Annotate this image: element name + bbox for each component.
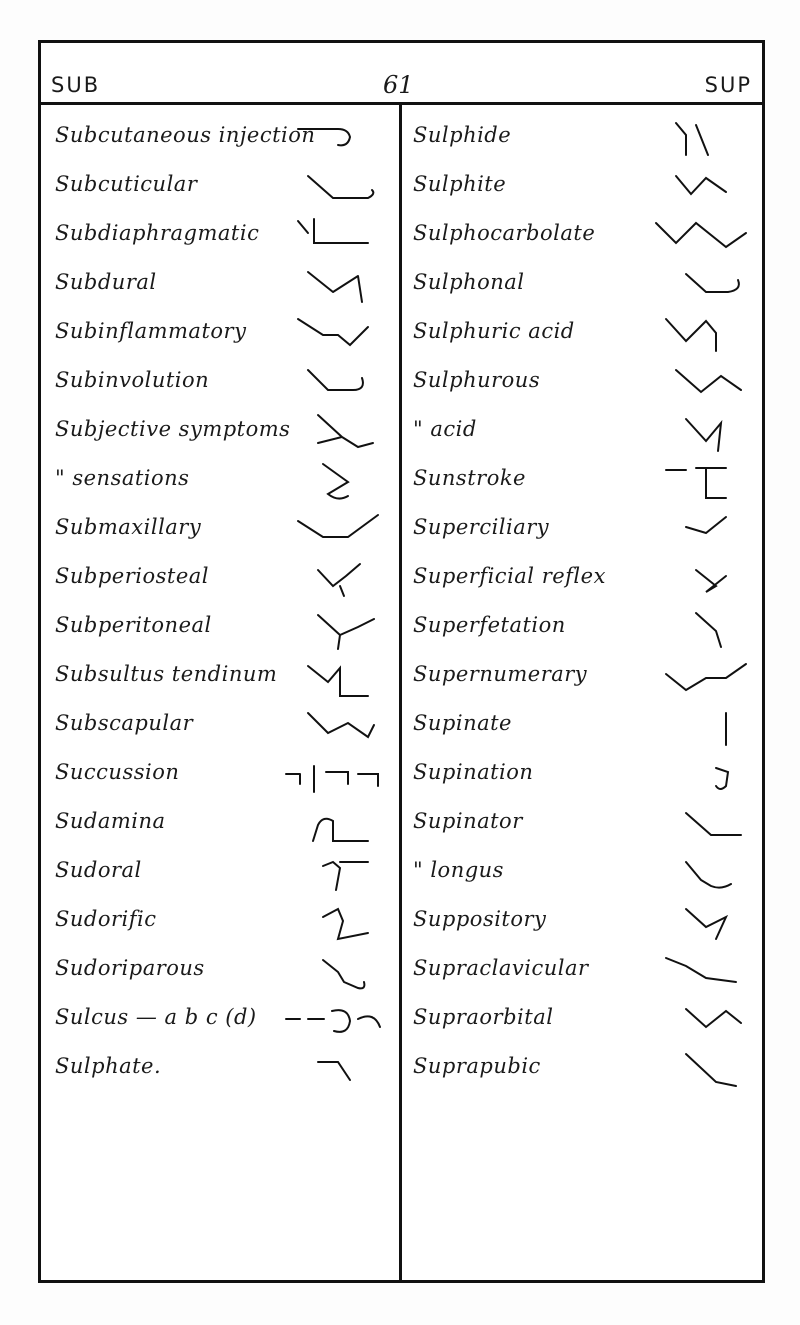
entry-label: Sudorific [55, 907, 157, 931]
stroke-path [318, 615, 374, 649]
shorthand-sign-icon [278, 409, 388, 453]
shorthand-sign-icon [278, 899, 388, 943]
entry-label: Supraclavicular [413, 956, 589, 980]
shorthand-stroke-icon [278, 801, 388, 845]
dictionary-entry [413, 505, 758, 554]
stroke-path [666, 319, 716, 351]
stroke-path [323, 464, 348, 499]
shorthand-stroke-icon [278, 164, 388, 208]
shorthand-sign-icon [278, 507, 388, 551]
dictionary-entry [413, 603, 758, 652]
dictionary-entry [413, 799, 758, 848]
stroke-path [298, 515, 378, 537]
shorthand-sign-icon [278, 360, 388, 404]
dictionary-entry [55, 652, 390, 701]
entry-label: Sulphocarbolate [413, 221, 596, 245]
shorthand-sign-icon [278, 311, 388, 355]
entry-label: Sulcus — a b c (d) [55, 1005, 257, 1029]
shorthand-sign-icon [646, 801, 756, 845]
entry-label: Superficial reflex [413, 564, 606, 588]
dictionary-entry [55, 995, 390, 1044]
stroke-path [298, 219, 368, 243]
shorthand-sign-icon [278, 752, 388, 796]
entry-label: Subsultus tendinum [55, 662, 278, 686]
dictionary-entry [413, 309, 758, 358]
shorthand-sign-icon [278, 654, 388, 698]
dictionary-entry [55, 505, 390, 554]
shorthand-sign-icon [646, 654, 756, 698]
stroke-path [656, 223, 746, 247]
shorthand-sign-icon [646, 605, 756, 649]
entry-label: Subinflammatory [55, 319, 247, 343]
shorthand-sign-icon [278, 997, 388, 1041]
shorthand-sign-icon [646, 752, 756, 796]
shorthand-sign-icon [646, 703, 756, 747]
stroke-path [696, 613, 721, 647]
dictionary-entry [413, 1044, 758, 1093]
stroke-path [686, 419, 721, 451]
header-end-word: SUP [704, 73, 752, 97]
stroke-path [286, 766, 378, 792]
shorthand-sign-icon [646, 213, 756, 257]
entry-label: Subdural [55, 270, 157, 294]
dictionary-entry [55, 603, 390, 652]
dictionary-entry [55, 799, 390, 848]
stroke-path [318, 564, 360, 596]
shorthand-sign-icon [646, 115, 756, 159]
stroke-path [666, 664, 746, 690]
entry-label: Subdiaphragmatic [55, 221, 260, 245]
shorthand-stroke-icon [646, 752, 756, 796]
entry-label: Supraorbital [413, 1005, 554, 1029]
shorthand-stroke-icon [646, 311, 756, 355]
shorthand-sign-icon [278, 115, 388, 159]
shorthand-stroke-icon [278, 1046, 388, 1090]
dictionary-entry [413, 652, 758, 701]
shorthand-stroke-icon [646, 409, 756, 453]
dictionary-entry [55, 407, 390, 456]
dictionary-entry [413, 358, 758, 407]
column-divider [399, 105, 402, 1283]
shorthand-sign-icon [646, 556, 756, 600]
shorthand-stroke-icon [278, 997, 388, 1041]
entry-label: Sulphite [413, 172, 507, 196]
dictionary-entry [55, 260, 390, 309]
shorthand-stroke-icon [278, 556, 388, 600]
entry-label: Supinator [413, 809, 523, 833]
entry-label: Supination [413, 760, 534, 784]
shorthand-stroke-icon [646, 262, 756, 306]
entry-label: Subperitoneal [55, 613, 212, 637]
dictionary-entry [55, 456, 390, 505]
stroke-path [676, 176, 726, 194]
entry-label: Suprapubic [413, 1054, 541, 1078]
entry-label: Supinate [413, 711, 512, 735]
dictionary-entry [55, 113, 390, 162]
stroke-path [716, 768, 728, 789]
shorthand-stroke-icon [278, 262, 388, 306]
dictionary-entry [55, 750, 390, 799]
shorthand-sign-icon [278, 458, 388, 502]
stroke-path [676, 370, 741, 392]
dictionary-entry [413, 554, 758, 603]
shorthand-sign-icon [646, 948, 756, 992]
shorthand-sign-icon [646, 1046, 756, 1090]
dictionary-entry [413, 897, 758, 946]
stroke-path [666, 468, 726, 498]
shorthand-stroke-icon [278, 507, 388, 551]
shorthand-sign-icon [278, 556, 388, 600]
entry-label: Sulphate. [55, 1054, 162, 1078]
shorthand-stroke-icon [646, 556, 756, 600]
dictionary-entry [55, 1044, 390, 1093]
shorthand-stroke-icon [278, 605, 388, 649]
dictionary-entry [55, 162, 390, 211]
stroke-path [676, 123, 708, 155]
shorthand-stroke-icon [646, 605, 756, 649]
shorthand-stroke-icon [278, 948, 388, 992]
shorthand-sign-icon [646, 850, 756, 894]
shorthand-stroke-icon [278, 213, 388, 257]
shorthand-stroke-icon [646, 948, 756, 992]
page-number: 61 [383, 71, 414, 99]
shorthand-stroke-icon [646, 164, 756, 208]
dictionary-entry [413, 750, 758, 799]
dictionary-entry [413, 946, 758, 995]
shorthand-stroke-icon [646, 213, 756, 257]
shorthand-stroke-icon [646, 801, 756, 845]
right-column [413, 113, 758, 1093]
shorthand-sign-icon [646, 360, 756, 404]
shorthand-stroke-icon [278, 752, 388, 796]
shorthand-sign-icon [646, 409, 756, 453]
entry-label: Subjective symptoms [55, 417, 291, 441]
dictionary-entry [413, 848, 758, 897]
entry-label: Subinvolution [55, 368, 210, 392]
dictionary-entry [413, 260, 758, 309]
header-start-word: SUB [51, 73, 101, 97]
shorthand-sign-icon [646, 262, 756, 306]
entry-label: Sulphurous [413, 368, 541, 392]
shorthand-sign-icon [646, 997, 756, 1041]
stroke-path [686, 862, 731, 888]
entry-label: Suppository [413, 907, 547, 931]
stroke-path [686, 1054, 736, 1086]
dictionary-entry [413, 456, 758, 505]
shorthand-stroke-icon [646, 115, 756, 159]
entry-label: Supernumerary [413, 662, 588, 686]
shorthand-stroke-icon [278, 311, 388, 355]
entry-label: Sudoriparous [55, 956, 205, 980]
entry-label: Subcutaneous injection [55, 123, 316, 147]
entry-label: Submaxillary [55, 515, 202, 539]
shorthand-sign-icon [278, 801, 388, 845]
shorthand-stroke-icon [278, 850, 388, 894]
shorthand-stroke-icon [646, 850, 756, 894]
page-header [41, 43, 762, 105]
stroke-path [696, 570, 726, 592]
stroke-path [666, 958, 736, 982]
stroke-path [686, 1009, 741, 1027]
shorthand-sign-icon [278, 213, 388, 257]
shorthand-sign-icon [278, 850, 388, 894]
shorthand-sign-icon [646, 899, 756, 943]
entry-label: Subperiosteal [55, 564, 210, 588]
dictionary-entry [413, 211, 758, 260]
stroke-path [686, 517, 726, 533]
shorthand-stroke-icon [646, 997, 756, 1041]
shorthand-stroke-icon [646, 654, 756, 698]
stroke-path [308, 713, 374, 737]
dictionary-entry [413, 701, 758, 750]
dictionary-entry [55, 211, 390, 260]
entry-label: Sulphonal [413, 270, 525, 294]
entry-label: Sudamina [55, 809, 166, 833]
entry-label: Subscapular [55, 711, 194, 735]
shorthand-sign-icon [646, 458, 756, 502]
shorthand-sign-icon [278, 164, 388, 208]
dictionary-entry [413, 162, 758, 211]
dictionary-entry [55, 309, 390, 358]
entry-label: Sudoral [55, 858, 142, 882]
stroke-path [323, 909, 368, 939]
shorthand-stroke-icon [646, 1046, 756, 1090]
dictionary-entry [55, 897, 390, 946]
dictionary-entry [413, 113, 758, 162]
stroke-path [323, 960, 364, 988]
dictionary-entry [55, 358, 390, 407]
entry-label: Subcuticular [55, 172, 198, 196]
shorthand-stroke-icon [278, 360, 388, 404]
shorthand-stroke-icon [646, 507, 756, 551]
dictionary-entry [55, 554, 390, 603]
entry-label: " acid [413, 417, 477, 441]
shorthand-sign-icon [278, 703, 388, 747]
stroke-path [298, 319, 368, 345]
shorthand-sign-icon [646, 164, 756, 208]
dictionary-entry [55, 848, 390, 897]
dictionary-entry [413, 995, 758, 1044]
stroke-path [298, 129, 350, 145]
shorthand-sign-icon [278, 262, 388, 306]
shorthand-stroke-icon [646, 899, 756, 943]
dictionary-entry [55, 701, 390, 750]
shorthand-sign-icon [278, 948, 388, 992]
shorthand-stroke-icon [278, 654, 388, 698]
dictionary-entry [413, 407, 758, 456]
entry-label: Superfetation [413, 613, 566, 637]
shorthand-sign-icon [646, 507, 756, 551]
entry-label: " sensations [55, 466, 190, 490]
stroke-path [686, 813, 741, 835]
shorthand-stroke-icon [278, 115, 388, 159]
stroke-path [308, 272, 362, 302]
left-column [55, 113, 390, 1093]
entry-label: Superciliary [413, 515, 550, 539]
shorthand-sign-icon [646, 311, 756, 355]
shorthand-sign-icon [278, 1046, 388, 1090]
entry-label: Sulphide [413, 123, 512, 147]
stroke-path [323, 862, 368, 890]
stroke-path [313, 819, 368, 841]
entry-label: Succussion [55, 760, 180, 784]
stroke-path [286, 1010, 380, 1032]
shorthand-stroke-icon [646, 458, 756, 502]
stroke-path [318, 1062, 350, 1080]
shorthand-stroke-icon [278, 458, 388, 502]
stroke-path [686, 909, 726, 939]
page-frame [38, 40, 765, 1283]
shorthand-stroke-icon [278, 703, 388, 747]
entry-label: Sunstroke [413, 466, 526, 490]
shorthand-stroke-icon [646, 360, 756, 404]
stroke-path [308, 666, 368, 696]
stroke-path [686, 274, 739, 292]
stroke-path [308, 370, 363, 390]
shorthand-stroke-icon [646, 703, 756, 747]
entry-label: " longus [413, 858, 504, 882]
shorthand-sign-icon [278, 605, 388, 649]
shorthand-stroke-icon [278, 409, 388, 453]
stroke-path [318, 415, 373, 447]
shorthand-stroke-icon [278, 899, 388, 943]
entry-label: Sulphuric acid [413, 319, 575, 343]
stroke-path [308, 176, 373, 198]
dictionary-entry [55, 946, 390, 995]
